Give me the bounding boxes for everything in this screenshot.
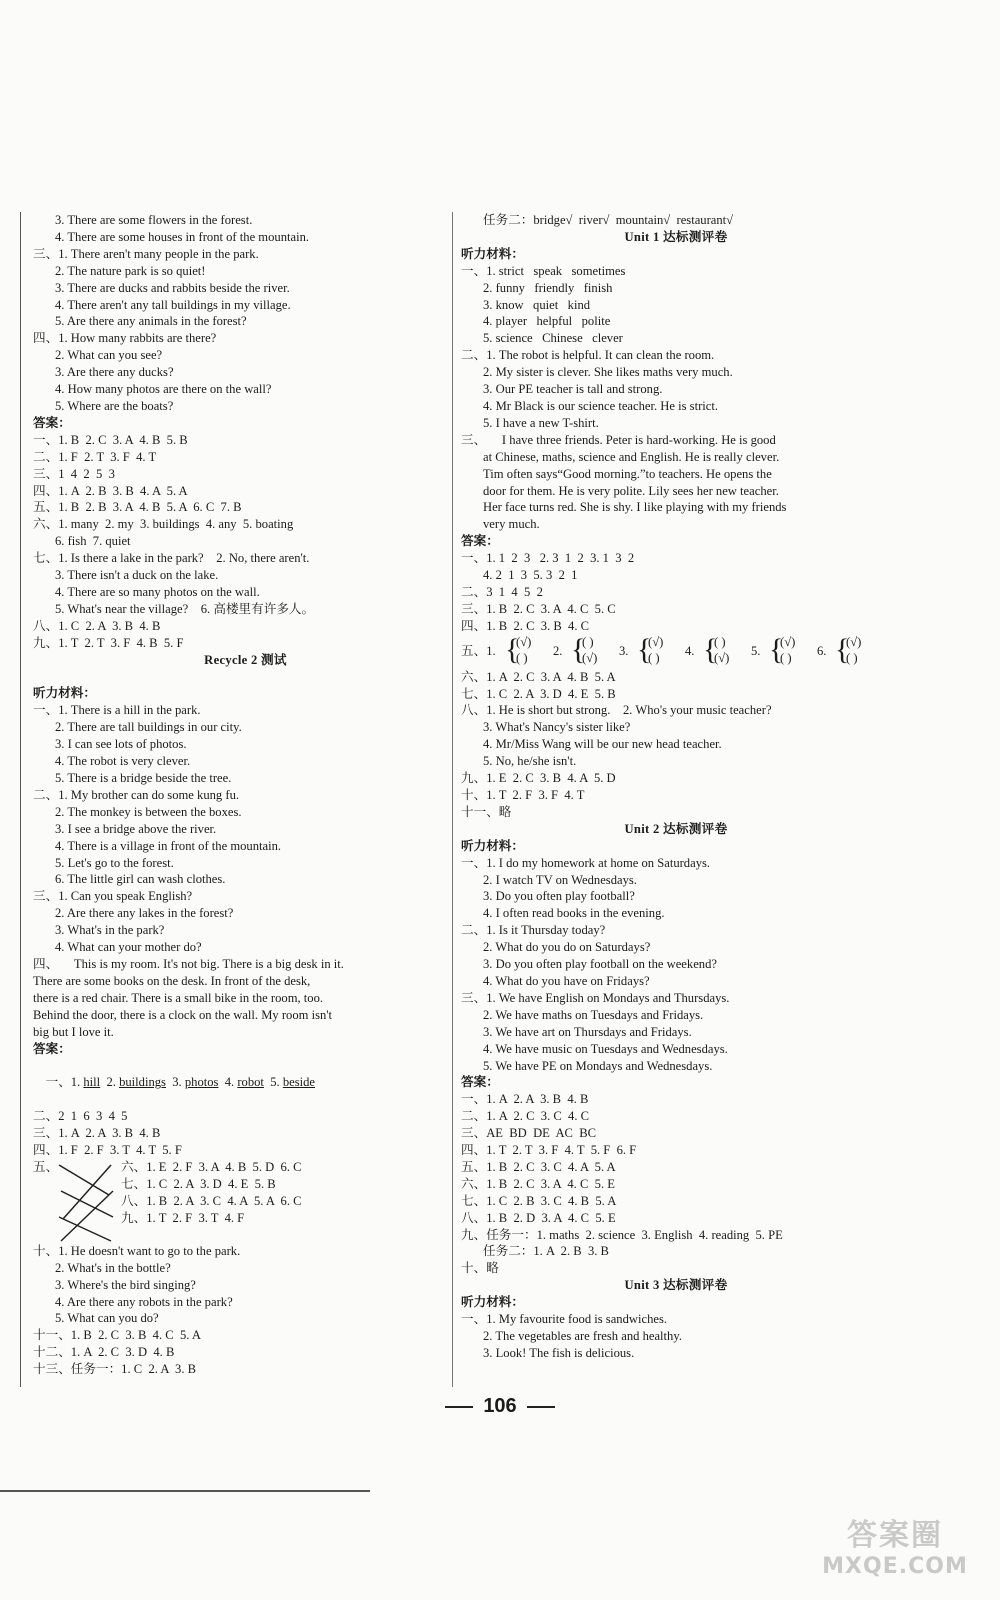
text-line: 四、1. B 2. C 3. B 4. C bbox=[461, 618, 590, 633]
text-line: 三、1. B 2. C 3. A 4. C 5. C bbox=[461, 601, 616, 616]
text-line: 五、1. B 2. C 3. C 4. A 5. A bbox=[461, 1159, 616, 1174]
text-line: 3. There are some flowers in the forest. bbox=[55, 213, 253, 227]
text-line: 2. What's in the bottle? bbox=[55, 1260, 171, 1275]
text-line: 4. What do you have on Fridays? bbox=[483, 973, 650, 988]
text-line: 4. There is a village in front of the mountain. bbox=[55, 838, 282, 853]
text-line: 四、1. F 2. F 3. T 4. T 5. F bbox=[33, 1142, 182, 1157]
text-line: 3. What's in the park? bbox=[55, 923, 165, 938]
text-line: 4. player helpful polite bbox=[483, 314, 611, 329]
text-line: 十一、1. B 2. C 3. B 4. C 5. A bbox=[33, 1328, 201, 1343]
text-line: 五、1. B 2. B 3. A 4. B 5. A 6. C 7. B bbox=[33, 500, 242, 515]
text-line: 6. The little girl can wash clothes. bbox=[55, 872, 226, 887]
text-line: 3. Are there any ducks? bbox=[55, 365, 174, 380]
text-line: 听力材料： bbox=[33, 686, 96, 701]
text-line: 5. I have a new T-shirt. bbox=[483, 415, 599, 430]
text-line: Unit 2 达标测评卷 bbox=[624, 821, 728, 836]
text-line: 八、1. He is short but strong. 2. Who's your music teacher? bbox=[461, 703, 772, 718]
text-line: 2. The vegetables are fresh and healthy. bbox=[483, 1329, 682, 1343]
bracket-item-number: 3. bbox=[619, 643, 629, 658]
underlined-answers bbox=[83, 1075, 315, 1089]
text-line: 三、1. Can you speak English? bbox=[33, 889, 193, 904]
right-column bbox=[452, 212, 891, 1387]
underlined-word: robot bbox=[237, 1075, 264, 1090]
match-label: 五、 bbox=[33, 1159, 59, 1174]
text-line: 5. What's near the village? 6. 高楼里有许多人。 bbox=[55, 601, 315, 616]
bracket-answers-row bbox=[461, 635, 891, 669]
text-line: 5. science Chinese clever bbox=[483, 331, 623, 346]
text-line: 七、1. C 2. B 3. C 4. B 5. A bbox=[461, 1193, 617, 1208]
text-line: at Chinese, maths, science and English. He is really clever. bbox=[483, 449, 780, 464]
text-line: 一、1. A 2. A 3. B 4. B bbox=[461, 1092, 589, 1107]
brace-glyph: { bbox=[835, 634, 850, 666]
text-line: 十、1. T 2. F 3. F 4. T bbox=[461, 788, 585, 802]
bracket-top: (√) bbox=[648, 634, 664, 649]
text-line: 2. I watch TV on Wednesdays. bbox=[483, 872, 637, 887]
bracket-top: (√) bbox=[780, 634, 796, 649]
bracket-top: ( ) bbox=[582, 634, 594, 649]
bracket-top: (√) bbox=[846, 634, 862, 649]
text-line bbox=[33, 668, 458, 685]
bracket-bottom: ( ) bbox=[648, 650, 660, 665]
text-line: 一、1. 1 2 3 2. 3 1 2 3. 1 3 2 bbox=[461, 551, 635, 566]
left-text-block-2 bbox=[33, 1108, 458, 1159]
text-line: 四、1. How many rabbits are there? bbox=[33, 331, 217, 346]
text-line: 4. Mr/Miss Wang will be our new head teacher. bbox=[483, 737, 722, 752]
text-line: Unit 1 达标测评卷 bbox=[624, 229, 728, 244]
text-line: 3. I see a bridge above the river. bbox=[55, 821, 217, 836]
text-line: 2. funny friendly finish bbox=[483, 280, 613, 295]
text-line: 5. There is a bridge beside the tree. bbox=[55, 771, 232, 785]
text-line: 三、1. We have English on Mondays and Thursdays. bbox=[461, 990, 730, 1005]
text-line: 六、1. many 2. my 3. buildings 4. any 5. boating bbox=[33, 517, 294, 532]
text-line: 5. Let's go to the forest. bbox=[55, 855, 174, 870]
page-dash-left bbox=[445, 1406, 473, 1408]
text-line: 4. There are some houses in front of the mountain. bbox=[55, 229, 310, 244]
bracket-item-number: 4. bbox=[685, 643, 695, 658]
text-line: 2. What do you do on Saturdays? bbox=[483, 940, 651, 955]
bracket-top: (√) bbox=[516, 634, 532, 649]
text-line: 七、1. Is there a lake in the park? 2. No, there aren't. bbox=[33, 551, 310, 566]
text-line: big but I love it. bbox=[33, 1024, 114, 1039]
text-line: 3. There are ducks and rabbits beside the river. bbox=[55, 280, 290, 295]
text-line: 三、1. A 2. A 3. B 4. B bbox=[33, 1126, 161, 1141]
text-line: Tim often says“Good morning.”to teachers. He opens the bbox=[483, 466, 772, 481]
answer-number: 5. bbox=[263, 1075, 283, 1090]
matching-exercise bbox=[33, 1159, 458, 1243]
text-line: 3. Our PE teacher is tall and strong. bbox=[483, 382, 663, 397]
text-line: 5. Where are the boats? bbox=[55, 398, 174, 413]
text-line: 5. No, he/she isn't. bbox=[483, 754, 577, 769]
bracket-bottom: ( ) bbox=[516, 650, 528, 665]
page-dash-right bbox=[527, 1406, 555, 1408]
text-line: Behind the door, there is a clock on the wall. My room isn't bbox=[33, 1007, 333, 1022]
match-answer-line: 六、1. E 2. F 3. A 4. B 5. D 6. C bbox=[121, 1159, 302, 1174]
text-line: 十一、略 bbox=[461, 804, 512, 819]
bracket-item-number: 6. bbox=[817, 643, 827, 658]
text-line: 4. There are so many photos on the wall. bbox=[55, 584, 260, 599]
text-line: very much. bbox=[483, 517, 540, 532]
text-line: 一、1. My favourite food is sandwiches. bbox=[461, 1312, 668, 1327]
text-line: 三、1. There aren't many people in the park. bbox=[33, 246, 259, 261]
text-line: 三、1 4 2 5 3 bbox=[33, 466, 115, 481]
text-line: 六、1. B 2. C 3. A 4. C 5. E bbox=[461, 1176, 615, 1191]
text-line: 任务二：bridge√ river√ mountain√ restaurant√ bbox=[483, 213, 734, 227]
text-line: 2. What can you see? bbox=[55, 348, 163, 363]
right-text-block-2 bbox=[461, 669, 891, 1362]
text-line: 答案： bbox=[33, 415, 71, 430]
left-column bbox=[20, 212, 458, 1387]
text-line: 听力材料： bbox=[461, 246, 524, 261]
text-line: 2. There are tall buildings in our city. bbox=[55, 720, 242, 735]
text-line: 九、任务一：1. maths 2. science 3. English 4. reading 5. PE bbox=[461, 1227, 783, 1242]
text-line: 5. What can you do? bbox=[55, 1311, 159, 1326]
underlined-word: photos bbox=[184, 1075, 219, 1090]
text-line: 七、1. C 2. A 3. D 4. E 5. B bbox=[461, 686, 616, 701]
text-line: 4. Mr Black is our science teacher. He is strict. bbox=[483, 398, 719, 413]
text-line: 4. I often read books in the evening. bbox=[483, 906, 665, 921]
match-answer-line: 八、1. B 2. A 3. C 4. A 5. A 6. C bbox=[121, 1193, 302, 1208]
bracket-bottom: ( ) bbox=[846, 650, 858, 665]
answer-number: 3. bbox=[165, 1075, 185, 1090]
bracket-bottom: ( ) bbox=[780, 650, 792, 665]
text-line: 三、 I have three friends. Peter is hard-working. He is good bbox=[461, 432, 776, 447]
text-line: 5. Are there any animals in the forest? bbox=[55, 314, 247, 329]
bracket-bottom: (√) bbox=[714, 650, 730, 665]
text-line: 二、2 1 6 3 4 5 bbox=[33, 1109, 128, 1124]
text-line: 3. We have art on Thursdays and Fridays. bbox=[483, 1024, 692, 1039]
watermark-logo bbox=[820, 1510, 970, 1590]
bracket-bottom: (√) bbox=[582, 650, 598, 665]
text-line: Unit 3 达标测评卷 bbox=[624, 1278, 728, 1293]
text-line: 四、1. A 2. B 3. B 4. A 5. A bbox=[33, 483, 188, 498]
brace-glyph: { bbox=[703, 634, 718, 666]
brace-glyph: { bbox=[637, 634, 652, 666]
text-line: 3. Where's the bird singing? bbox=[55, 1277, 196, 1292]
brace-glyph: { bbox=[571, 634, 586, 666]
text-line: 一、1. I do my homework at home on Saturdays. bbox=[461, 855, 711, 870]
text-line: 十二、1. A 2. C 3. D 4. B bbox=[33, 1345, 175, 1360]
text-line: 4. The robot is very clever. bbox=[55, 754, 191, 769]
text-line: 四、1. T 2. T 3. F 4. T 5. F 6. F bbox=[461, 1143, 637, 1158]
watermark-top: 答案圈 bbox=[847, 1518, 943, 1553]
text-line: 九、1. E 2. C 3. B 4. A 5. D bbox=[461, 771, 616, 786]
watermark-bottom: MXQE.COM bbox=[822, 1554, 968, 1579]
bracket-item-number: 2. bbox=[553, 643, 563, 658]
text-line: 一、1. strict speak sometimes bbox=[461, 263, 626, 278]
brace-glyph: { bbox=[505, 634, 520, 666]
text-line: Recycle 2 测试 bbox=[204, 652, 287, 667]
text-line: 二、3 1 4 5 2 bbox=[461, 584, 543, 599]
text-line: 十、略 bbox=[461, 1261, 499, 1276]
answer-prefix: 一、1. bbox=[45, 1075, 84, 1090]
answer-number: 4. bbox=[218, 1075, 238, 1090]
text-line: there is a red chair. There is a small bike in the room, too. bbox=[33, 990, 324, 1005]
text-line: 4. 2 1 3 5. 3 2 1 bbox=[483, 568, 578, 583]
page-number-text: 106 bbox=[483, 1395, 517, 1417]
bottom-rule bbox=[0, 1490, 370, 1492]
text-line: 5. We have PE on Mondays and Wednesdays. bbox=[483, 1058, 713, 1073]
text-line: Her face turns red. She is shy. I like playing with my friends bbox=[483, 500, 787, 515]
text-line: 八、1. B 2. D 3. A 4. C 5. E bbox=[461, 1210, 616, 1225]
underlined-word: beside bbox=[282, 1075, 315, 1090]
text-line: 二、1. My brother can do some kung fu. bbox=[33, 787, 240, 802]
text-line: 听力材料： bbox=[461, 838, 524, 853]
text-line: 3. I can see lots of photos. bbox=[55, 737, 187, 752]
text-line: 4. There aren't any tall buildings in my village. bbox=[55, 297, 291, 312]
text-line: 一、1. There is a hill in the park. bbox=[33, 703, 201, 718]
text-line: 6. fish 7. quiet bbox=[55, 534, 131, 549]
bracket-top: ( ) bbox=[714, 634, 726, 649]
text-line: 二、1. A 2. C 3. C 4. C bbox=[461, 1109, 590, 1124]
text-line: There are some books on the desk. In front of the desk, bbox=[33, 973, 311, 988]
text-line: 4. We have music on Tuesdays and Wednesdays. bbox=[483, 1041, 728, 1056]
bracket-row-label: 五、1. bbox=[461, 643, 496, 658]
text-line: 三、AE BD DE AC BC bbox=[461, 1126, 597, 1141]
text-line: 九、1. T 2. T 3. F 4. B 5. F bbox=[33, 635, 184, 650]
left-text-block-3 bbox=[33, 1243, 458, 1378]
right-text-block bbox=[461, 212, 891, 635]
text-line: 答案： bbox=[461, 1075, 499, 1090]
match-answer-line: 七、1. C 2. A 3. D 4. E 5. B bbox=[121, 1176, 276, 1191]
text-line: 二、1. The robot is helpful. It can clean the room. bbox=[461, 348, 715, 363]
text-line: 听力材料： bbox=[461, 1295, 524, 1310]
left-text-block bbox=[33, 212, 458, 1057]
underlined-word: hill bbox=[83, 1075, 101, 1090]
text-line: 4. How many photos are there on the wall? bbox=[55, 382, 272, 397]
answer-line-underlined bbox=[33, 1057, 458, 1108]
bracket-item-number: 5. bbox=[751, 643, 761, 658]
match-answer-line: 九、1. T 2. F 3. T 4. F bbox=[121, 1210, 245, 1225]
text-line: 2. Are there any lakes in the forest? bbox=[55, 906, 234, 921]
underlined-word: buildings bbox=[119, 1075, 166, 1090]
page-number bbox=[0, 1395, 1000, 1418]
text-line: 2. We have maths on Tuesdays and Fridays. bbox=[483, 1007, 704, 1022]
answer-number: 2. bbox=[100, 1075, 120, 1090]
text-line: 3. There isn't a duck on the lake. bbox=[55, 568, 219, 583]
text-line: 六、1. A 2. C 3. A 4. B 5. A bbox=[461, 669, 616, 684]
text-line: 答案： bbox=[461, 534, 499, 549]
text-line: 一、1. B 2. C 3. A 4. B 5. B bbox=[33, 432, 188, 447]
text-line: 二、1. Is it Thursday today? bbox=[461, 923, 606, 938]
text-line: 任务二：1. A 2. B 3. B bbox=[483, 1244, 609, 1259]
text-line: 2. The monkey is between the boxes. bbox=[55, 804, 242, 819]
text-line: 十三、任务一：1. C 2. A 3. B bbox=[33, 1362, 197, 1377]
text-line: 四、 This is my room. It's not big. There is a big desk in it. bbox=[33, 956, 344, 971]
match-answer-lines bbox=[121, 1159, 302, 1227]
text-line: 八、1. C 2. A 3. B 4. B bbox=[33, 618, 161, 633]
text-line: door for them. He is very polite. Lily sees her new teacher. bbox=[483, 483, 779, 498]
text-line: 二、1. F 2. T 3. F 4. T bbox=[33, 449, 157, 464]
brace-glyph: { bbox=[769, 634, 784, 666]
text-line: 3. What's Nancy's sister like? bbox=[483, 720, 631, 735]
matching-lines-figure bbox=[53, 1161, 121, 1245]
text-line: 十、1. He doesn't want to go to the park. bbox=[33, 1243, 241, 1258]
text-line: 答案： bbox=[33, 1041, 71, 1056]
text-line: 3. Do you often play football on the weekend? bbox=[483, 957, 717, 972]
text-line: 3. know quiet kind bbox=[483, 297, 591, 312]
text-line: 4. What can your mother do? bbox=[55, 940, 202, 955]
text-line: 3. Look! The fish is delicious. bbox=[483, 1345, 635, 1360]
text-line: 2. My sister is clever. She likes maths very much. bbox=[483, 365, 733, 380]
text-line: 4. Are there any robots in the park? bbox=[55, 1294, 233, 1309]
text-line: 2. The nature park is so quiet! bbox=[55, 263, 206, 278]
text-line: 3. Do you often play football? bbox=[483, 889, 635, 904]
